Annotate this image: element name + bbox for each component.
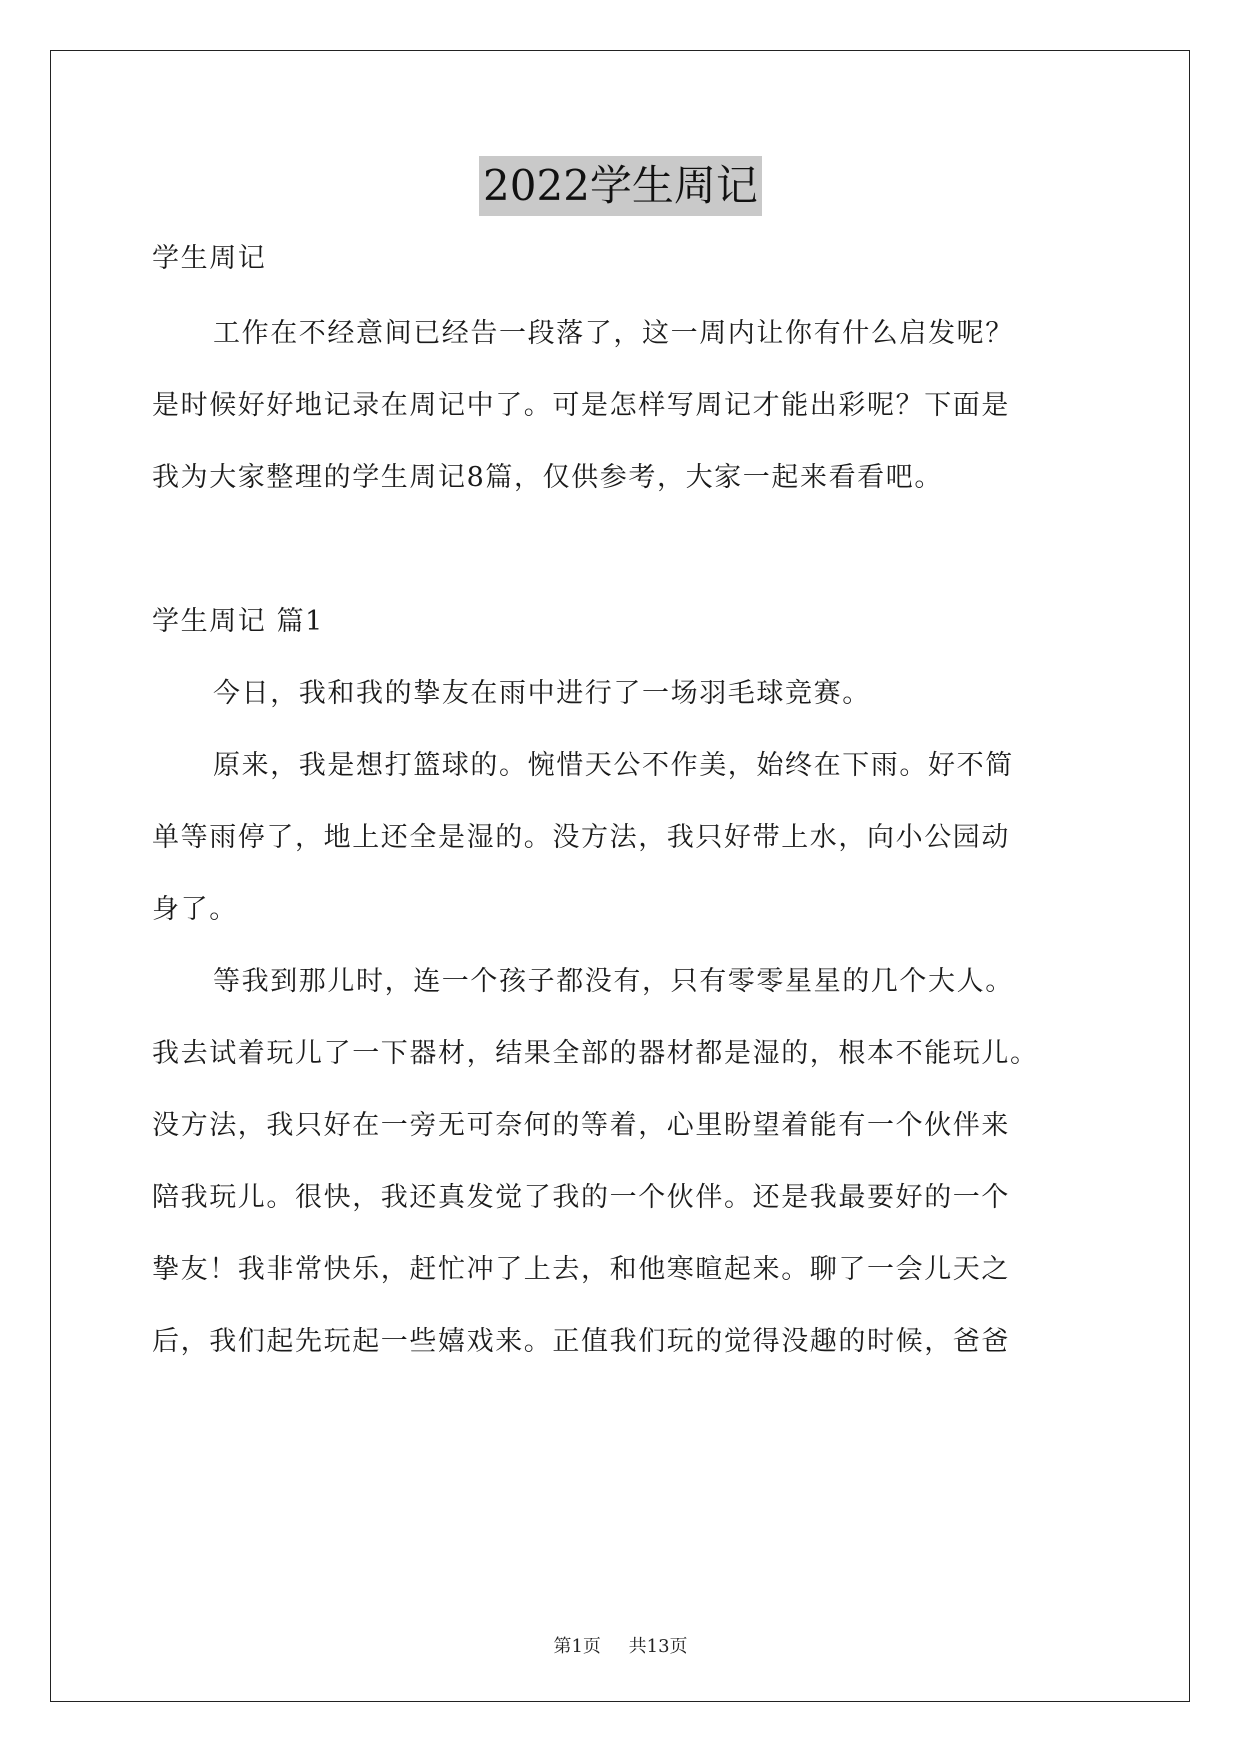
paragraph-line: 是时候好好地记录在周记中了。可是怎样写周记才能出彩呢？下面是 (152, 390, 1010, 421)
section-heading: 学生周记 篇1 (152, 606, 324, 637)
paragraph-line: 没方法，我只好在一旁无可奈何的等着，心里盼望着能有一个伙伴来 (152, 1110, 1010, 1141)
paragraph-line: 工作在不经意间已经告一段落了，这一周内让你有什么启发呢？ (213, 318, 1014, 349)
document-title: 2022学生周记 (479, 156, 762, 216)
paragraph-line: 我去试着玩儿了一下器材，结果全部的器材都是湿的，根本不能玩儿。 (152, 1038, 1039, 1069)
page-total: 共13页 (628, 1636, 688, 1657)
paragraph-line: 单等雨停了，地上还全是湿的。没方法，我只好带上水，向小公园动 (152, 822, 1010, 853)
paragraph-line: 今日，我和我的挚友在雨中进行了一场羽毛球竞赛。 (213, 678, 871, 709)
paragraph-line: 我为大家整理的学生周记8篇，仅供参考，大家一起来看看吧。 (152, 462, 943, 493)
paragraph-line: 挚友！我非常快乐，赶忙冲了上去，和他寒暄起来。聊了一会儿天之 (152, 1254, 1010, 1285)
paragraph-line: 后，我们起先玩起一些嬉戏来。正值我们玩的觉得没趣的时候，爸爸 (152, 1326, 1010, 1357)
paragraph-line: 原来，我是想打篮球的。惋惜天公不作美，始终在下雨。好不简 (213, 750, 1014, 781)
paragraph-line: 等我到那儿时，连一个孩子都没有，只有零零星星的几个大人。 (213, 966, 1014, 997)
paragraph-line: 陪我玩儿。很快，我还真发觉了我的一个伙伴。还是我最要好的一个 (152, 1182, 1010, 1213)
page-footer (0, 1632, 1241, 1658)
page-border (50, 50, 1190, 1702)
section-heading: 学生周记 (152, 243, 267, 274)
paragraph-line: 身了。 (152, 894, 238, 925)
page-number: 第1页 (553, 1636, 601, 1657)
title-container (0, 156, 1241, 216)
